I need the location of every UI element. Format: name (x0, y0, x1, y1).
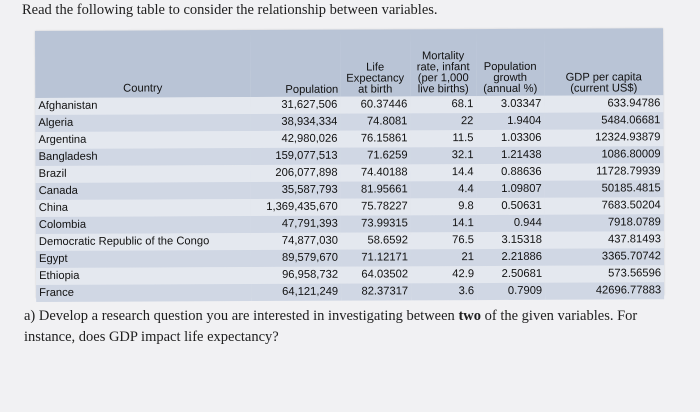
cell-mortality: 68.1 (451, 98, 474, 111)
cell-life: 75.78227 (361, 200, 408, 213)
cell-mortality: 4.4 (458, 183, 474, 196)
cell-growth: 0.7909 (507, 284, 543, 297)
cell-gdp: 12324.93879 (595, 131, 661, 144)
cell-growth: 0.50631 (501, 199, 542, 212)
cell-growth: 1.9404 (507, 114, 542, 127)
cell-life: 74.40188 (360, 166, 408, 179)
cell-mortality: 76.5 (452, 234, 474, 247)
cell-growth: 3.15318 (501, 233, 542, 246)
cell-life: 74.8081 (366, 115, 408, 128)
cell-population: 89,579,670 (281, 251, 339, 264)
cell-gdp: 5484.06681 (601, 114, 661, 127)
cell-country: Bangladesh (38, 150, 98, 163)
cell-population: 35,587,793 (281, 183, 338, 196)
cell-country: Democratic Republic of the Congo (38, 235, 210, 248)
cell-growth: 1.09807 (501, 182, 542, 195)
cell-gdp: 437.81493 (607, 233, 661, 246)
data-table-container (35, 28, 664, 298)
table-header-row (35, 28, 663, 98)
cell-population: 96,958,732 (282, 268, 339, 281)
cell-gdp: 7683.50204 (601, 199, 661, 212)
table-body (35, 95, 664, 302)
cell-growth: 1.03306 (500, 131, 542, 144)
cell-population: 64,121,249 (282, 285, 339, 298)
header-population: Population (285, 83, 339, 96)
cell-country: Brazil (38, 167, 67, 180)
cell-mortality: 22 (460, 115, 474, 128)
cell-mortality: 14.1 (452, 217, 474, 230)
country-data-table (35, 28, 664, 302)
cell-population: 38,934,334 (281, 115, 338, 128)
instruction-text: Read the following table to consider the relationship between variables. (22, 2, 438, 18)
cell-life: 76.15861 (360, 132, 408, 145)
cell-gdp: 3365.70742 (601, 250, 662, 263)
cell-mortality: 9.8 (458, 200, 474, 213)
cell-gdp: 7918.0789 (607, 216, 661, 229)
cell-life: 71.6259 (367, 149, 408, 162)
cell-country: Egypt (38, 252, 68, 265)
cell-life: 82.37317 (361, 285, 409, 298)
header-life-expectancy: Life Expectancy at birth (346, 61, 405, 96)
cell-country: China (38, 201, 69, 214)
cell-population: 206,077,898 (275, 166, 338, 179)
cell-country: Colombia (38, 218, 87, 231)
header-gdp-per-capita: GDP per capita (current US$) (565, 71, 642, 95)
table-row (36, 282, 664, 302)
cell-growth: 0.944 (513, 216, 542, 229)
cell-life: 71.12171 (361, 251, 409, 264)
cell-life: 81.95661 (360, 183, 408, 196)
cell-gdp: 1086.80009 (601, 148, 661, 161)
header-infant-mortality: Mortality rate, infant (per 1,000 live births) (416, 50, 470, 96)
cell-mortality: 14.4 (451, 166, 474, 179)
cell-gdp: 42696.77883 (595, 284, 662, 297)
cell-life: 58.6592 (367, 234, 408, 247)
cell-country: Ethiopia (39, 269, 80, 282)
cell-population: 42,980,026 (281, 132, 338, 145)
cell-country: France (39, 286, 74, 299)
cell-mortality: 11.5 (452, 132, 474, 145)
cell-gdp: 573.56596 (608, 267, 662, 280)
cell-gdp: 50185.4815 (601, 182, 661, 195)
cell-population: 1,369,435,670 (266, 200, 338, 213)
cell-population: 47,791,393 (281, 217, 338, 230)
cell-country: Canada (38, 184, 78, 197)
cell-life: 64.03502 (361, 268, 409, 281)
cell-mortality: 3.6 (458, 285, 475, 298)
header-population-growth: Population growth (annual %) (483, 60, 538, 96)
cell-mortality: 32.1 (451, 149, 474, 162)
header-country: Country (123, 82, 163, 95)
question-text: a) Develop a research question you are interested in investigating between two of the given variables. For instance, does GDP impact life expectancy? (24, 308, 638, 345)
cell-population: 159,077,513 (275, 149, 338, 162)
cell-population: 31,627,506 (281, 98, 338, 111)
emphasis-two: two (458, 308, 481, 324)
cell-gdp: 633.94786 (607, 97, 661, 110)
cell-mortality: 42.9 (452, 268, 475, 281)
cell-mortality: 21 (461, 251, 475, 264)
cell-country: Argentina (38, 133, 87, 146)
cell-growth: 1.21438 (501, 148, 542, 161)
cell-growth: 3.03347 (500, 97, 542, 110)
cell-gdp: 11728.79939 (596, 165, 661, 178)
cell-life: 73.99315 (361, 217, 408, 230)
cell-population: 74,877,030 (281, 234, 338, 247)
cell-growth: 2.50681 (501, 267, 543, 280)
cell-growth: 2.21886 (501, 250, 543, 263)
cell-growth: 0.88636 (501, 165, 542, 178)
cell-life: 60.37446 (360, 98, 408, 111)
cell-country: Algeria (38, 116, 74, 129)
cell-country: Afghanistan (38, 99, 98, 112)
